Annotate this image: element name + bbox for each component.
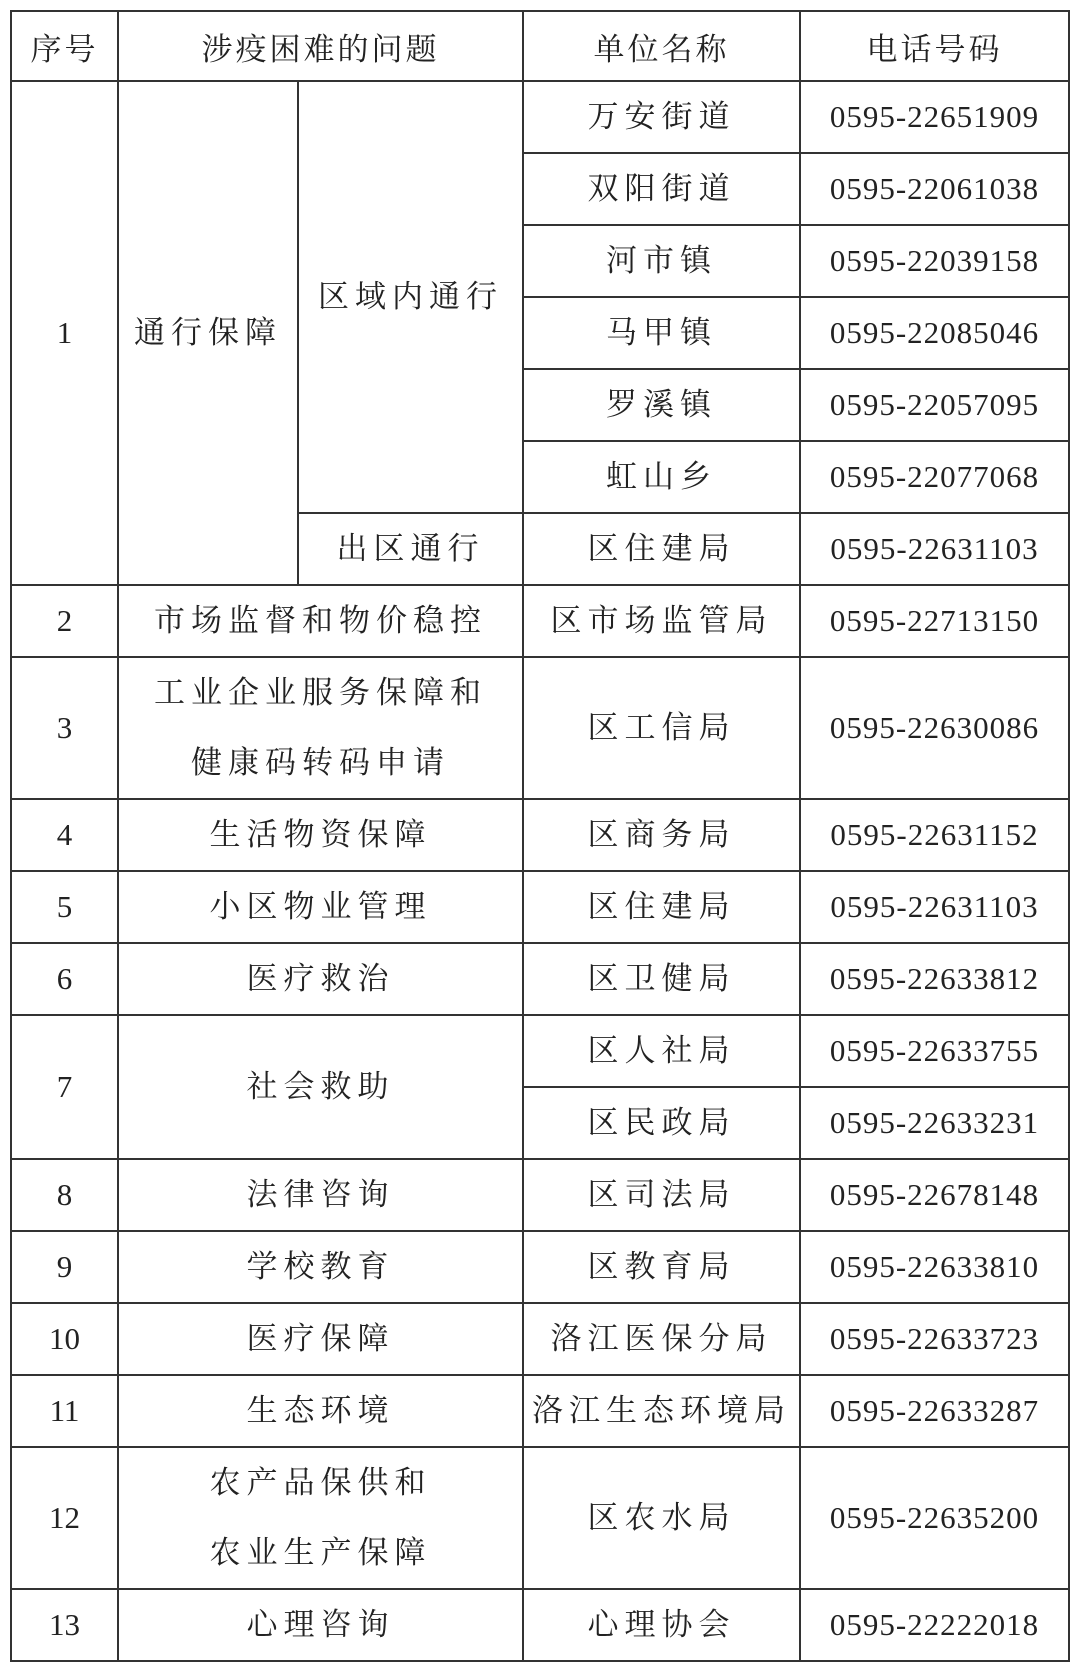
row-problem-line: 生活物资保障 [209,817,432,853]
table-row [11,1015,1069,1087]
row-problem [118,799,523,871]
row-phone: 0595-22633231 [800,1087,1069,1159]
row-phone: 0595-22631103 [800,513,1069,585]
row-problem-line: 心理咨询 [246,1607,395,1643]
row-problem-line: 医疗救治 [246,961,395,997]
row-unit: 万安街道 [523,81,800,153]
header-unit: 单位名称 [523,11,800,81]
header-phone: 电话号码 [800,11,1069,81]
row-problem-line: 小区物业管理 [209,889,432,925]
table-row [11,943,1069,1015]
table-row [11,81,1069,153]
row-index: 6 [11,943,118,1015]
table-row [11,657,1069,799]
row-subcategory: 区域内通行 [298,81,523,513]
row-category: 通行保障 [118,81,298,585]
row-index: 4 [11,799,118,871]
row-phone: 0595-22713150 [800,585,1069,657]
row-unit: 心理协会 [523,1589,800,1661]
row-phone: 0595-22633755 [800,1015,1069,1087]
row-unit: 虹山乡 [523,441,800,513]
row-problem [118,943,523,1015]
row-unit: 马甲镇 [523,297,800,369]
row-problem [118,1375,523,1447]
row-phone: 0595-22633287 [800,1375,1069,1447]
row-phone: 0595-22651909 [800,81,1069,153]
row-index: 13 [11,1589,118,1661]
row-problem [118,657,523,799]
row-index: 8 [11,1159,118,1231]
row-problem [118,1015,523,1159]
row-phone: 0595-22085046 [800,297,1069,369]
table-row [11,871,1069,943]
row-problem [118,871,523,943]
row-unit: 区住建局 [523,871,800,943]
row-phone: 0595-22633723 [800,1303,1069,1375]
row-phone: 0595-22631152 [800,799,1069,871]
row-index: 1 [11,81,118,585]
row-index: 2 [11,585,118,657]
row-unit: 区住建局 [523,513,800,585]
row-problem-line: 医疗保障 [246,1321,395,1357]
header-index: 序号 [11,11,118,81]
table-row [11,1375,1069,1447]
row-unit: 区商务局 [523,799,800,871]
row-phone: 0595-22061038 [800,153,1069,225]
table-row [11,799,1069,871]
table-row [11,1303,1069,1375]
row-unit: 区农水局 [523,1447,800,1589]
row-problem [118,1231,523,1303]
row-index: 9 [11,1231,118,1303]
row-index: 10 [11,1303,118,1375]
row-index: 3 [11,657,118,799]
table-row [11,1159,1069,1231]
row-unit: 区人社局 [523,1015,800,1087]
row-phone: 0595-22678148 [800,1159,1069,1231]
row-unit: 洛江生态环境局 [523,1375,800,1447]
row-phone: 0595-22057095 [800,369,1069,441]
row-phone: 0595-22077068 [800,441,1069,513]
row-unit: 区民政局 [523,1087,800,1159]
row-unit: 区工信局 [523,657,800,799]
row-phone: 0595-22633810 [800,1231,1069,1303]
row-phone: 0595-22222018 [800,1589,1069,1661]
row-problem [118,1589,523,1661]
table-row [11,1231,1069,1303]
row-problem-line: 法律咨询 [246,1177,395,1213]
header-row [11,11,1069,81]
row-unit: 洛江医保分局 [523,1303,800,1375]
row-unit: 河市镇 [523,225,800,297]
row-unit: 罗溪镇 [523,369,800,441]
contact-table-container [10,10,1070,1662]
row-unit: 双阳街道 [523,153,800,225]
row-phone: 0595-22633812 [800,943,1069,1015]
header-problem: 涉疫困难的问题 [118,11,523,81]
row-index: 12 [11,1447,118,1589]
row-phone: 0595-22039158 [800,225,1069,297]
table-row [11,1447,1069,1589]
row-unit: 区教育局 [523,1231,800,1303]
row-index: 11 [11,1375,118,1447]
row-problem-line: 市场监督和物价稳控 [154,603,487,639]
row-problem-line: 农业生产保障 [209,1535,432,1571]
table-body [11,81,1069,1661]
contact-table [10,10,1070,1662]
row-index: 5 [11,871,118,943]
row-problem-line: 健康码转码申请 [191,745,450,781]
row-unit: 区司法局 [523,1159,800,1231]
table-row [11,1589,1069,1661]
row-problem-line: 工业企业服务保障和 [154,675,487,711]
row-problem [118,1447,523,1589]
row-problem [118,1303,523,1375]
row-phone: 0595-22635200 [800,1447,1069,1589]
row-subcategory: 出区通行 [298,513,523,585]
row-problem [118,585,523,657]
row-problem [118,1159,523,1231]
row-problem-line: 生态环境 [246,1393,395,1429]
row-index: 7 [11,1015,118,1159]
row-unit: 区卫健局 [523,943,800,1015]
row-unit: 区市场监管局 [523,585,800,657]
row-phone: 0595-22630086 [800,657,1069,799]
row-problem-line: 社会救助 [246,1069,395,1105]
row-phone: 0595-22631103 [800,871,1069,943]
row-problem-line: 农产品保供和 [209,1465,432,1501]
table-row [11,585,1069,657]
row-problem-line: 学校教育 [246,1249,395,1285]
